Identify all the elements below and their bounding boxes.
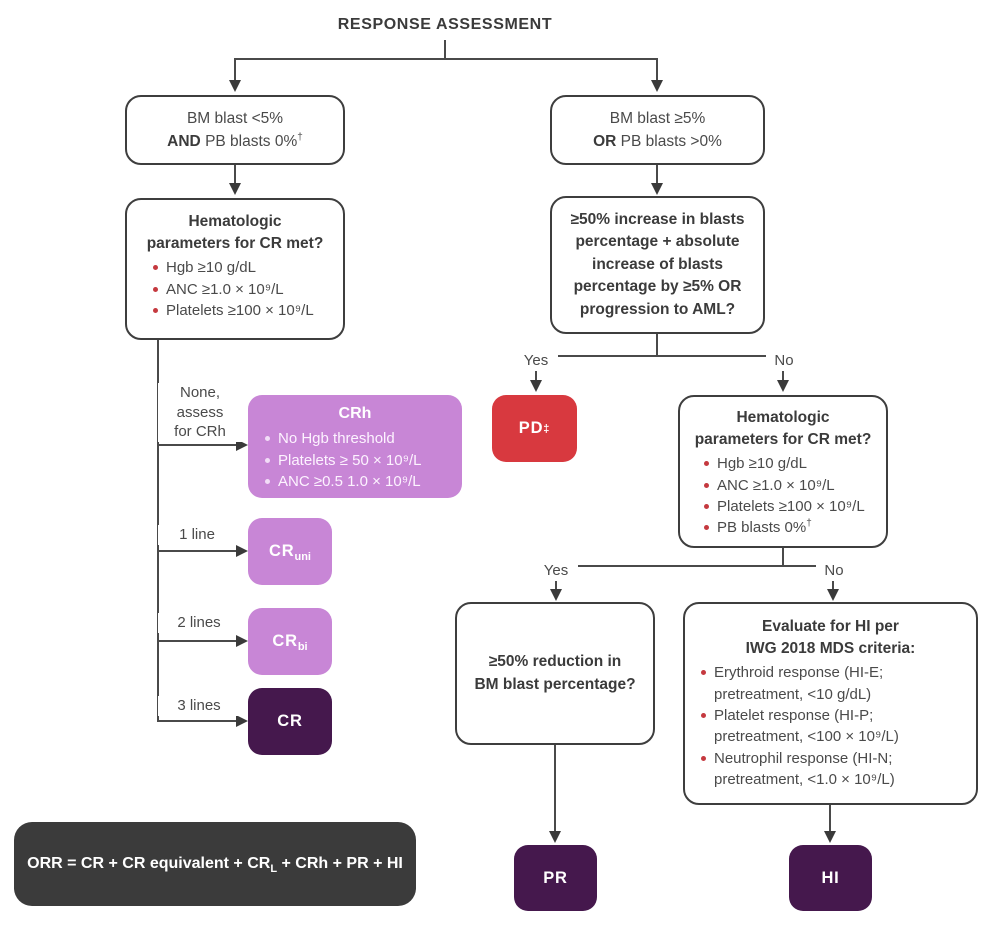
bullet-text: ANC ≥1.0 × 10⁹/L	[717, 476, 835, 494]
chip-text: CR	[277, 712, 303, 730]
title-line2: parameters for CR met?	[694, 430, 872, 448]
bullet-item	[153, 279, 329, 300]
node-crh	[248, 395, 462, 498]
connector-top-right-drop	[656, 58, 658, 81]
bullet-item	[704, 453, 876, 474]
bullet-item	[153, 257, 329, 278]
line1: ≥50% reduction in	[488, 653, 622, 671]
bullet-text	[717, 517, 812, 538]
line1: BM blast <5%	[186, 109, 284, 127]
bullet-dot	[153, 287, 158, 292]
orr-part1: ORR = CR + CR equivalent + CR	[27, 855, 271, 872]
bullet-item	[701, 705, 962, 748]
connector-progression-stem	[656, 334, 658, 355]
edge-label-2-lines: 2 lines	[158, 613, 240, 633]
bullet-item	[153, 300, 329, 321]
orr-subscript-l: L	[270, 863, 278, 875]
bullet-item	[265, 471, 448, 492]
bullet-item	[701, 748, 962, 791]
node-cr-bi	[248, 608, 332, 675]
orr-text	[27, 855, 403, 873]
title-line2: parameters for CR met?	[146, 234, 324, 252]
node-progression-question	[550, 196, 765, 334]
connector-branch-1line	[157, 550, 237, 552]
node-text: ≥50% increase in blasts percentage + absolute increase of blasts percentage by ≥5% OR progression to AML?	[570, 210, 745, 318]
node-reduction-question	[455, 602, 655, 745]
bullet-dot	[704, 461, 709, 466]
bullet-text: No Hgb threshold	[278, 430, 395, 448]
bullet-item	[701, 662, 962, 705]
bullet-dot	[704, 483, 709, 488]
bullet-item	[265, 450, 448, 471]
arrowhead-top-left	[229, 80, 241, 92]
bullet-list	[262, 428, 448, 492]
bullet-text: Platelets ≥100 × 10⁹/L	[166, 301, 314, 319]
bullet-text: Erythroid response (HI-E; pretreatment, <10 g/dL)	[714, 664, 884, 703]
connector-split2	[556, 565, 833, 567]
bullet-dot	[701, 756, 706, 761]
connector-branch-2lines	[157, 640, 237, 642]
arrowhead-right-entry	[651, 183, 663, 195]
chip-subscript: bi	[297, 640, 308, 653]
dagger-sup: †	[297, 131, 303, 143]
bullet-dot	[704, 525, 709, 530]
chip-text: PD	[518, 419, 544, 437]
connector-branch-crh	[157, 444, 237, 446]
orr-part2: + CRh + PR + HI	[277, 855, 403, 872]
bullet-dot	[153, 308, 158, 313]
label-line: None,	[179, 384, 221, 401]
node-right-cr-check	[678, 395, 888, 548]
line2: BM blast percentage?	[474, 675, 636, 693]
line1: BM blast ≥5%	[609, 109, 706, 127]
connector-split1	[536, 355, 783, 357]
title-line1: Evaluate for HI per	[762, 618, 899, 635]
bullet-dot	[701, 713, 706, 718]
node-text	[593, 107, 722, 154]
double-dagger-sup: ‡	[543, 422, 551, 435]
node-cr	[248, 688, 332, 755]
node-left-cr-check	[125, 198, 345, 340]
bullet-text: ANC ≥0.5 1.0 × 10⁹/L	[278, 472, 421, 490]
arrowhead-left-entry	[229, 183, 241, 195]
node-hi	[789, 845, 872, 911]
node-cr-uni	[248, 518, 332, 585]
chip-text: HI	[821, 868, 840, 887]
bullet-dot	[701, 670, 706, 675]
arrowhead-pr	[549, 831, 561, 843]
edge-label-no2: No	[816, 561, 852, 581]
bullet-item	[704, 517, 876, 538]
arrowhead-yes2	[550, 589, 562, 601]
node-pd	[492, 395, 577, 462]
bullet-text: Platelets ≥100 × 10⁹/L	[717, 497, 865, 515]
node-text	[167, 107, 303, 154]
bullet-text-main: PB blasts 0%	[717, 519, 807, 537]
bullet-dot	[265, 479, 270, 484]
connector-top-split	[234, 58, 658, 60]
bullet-text: ANC ≥1.0 × 10⁹/L	[166, 280, 284, 298]
bullet-text: Platelet response (HI-P; pretreatment, <100 × 10⁹/L)	[714, 706, 899, 746]
title-line1: Hematologic	[736, 409, 830, 426]
arrowhead-yes1	[530, 380, 542, 392]
connector-branch-3lines	[157, 720, 237, 722]
connector-right-entry-down	[656, 165, 658, 184]
connector-hieval-to-hi	[829, 805, 831, 832]
chip-subscript: uni	[294, 550, 311, 563]
edge-label-no1: No	[766, 351, 802, 371]
bullet-text: Hgb ≥10 g/dL	[166, 259, 256, 277]
connector-rightcheck-stem	[782, 548, 784, 565]
chip-text: CR	[269, 542, 295, 560]
node-title	[746, 616, 916, 659]
bullet-dot	[704, 504, 709, 509]
arrowhead-no2	[827, 589, 839, 601]
node-title	[695, 407, 872, 450]
title-line2: IWG 2018 MDS criteria:	[745, 639, 916, 657]
line2: PB blasts 0%	[200, 133, 298, 151]
edge-label-yes2: Yes	[534, 561, 578, 581]
connector-title-stem	[444, 40, 446, 58]
dagger-sup: †	[806, 518, 812, 530]
arrowhead-branch-3lines	[236, 715, 248, 727]
label-line: assess	[176, 403, 224, 421]
arrowhead-branch-2lines	[236, 635, 248, 647]
bullet-text: Platelets ≥ 50 × 10⁹/L	[278, 451, 422, 469]
edge-label-none-assess-crh	[158, 383, 242, 442]
bullet-list	[690, 453, 876, 538]
bullet-item	[265, 428, 448, 449]
node-title: CRh	[338, 405, 372, 422]
title-line1: Hematologic	[188, 213, 282, 230]
arrowhead-branch-1line	[236, 545, 248, 557]
chip-text: PR	[543, 868, 568, 887]
bold-or: OR	[593, 133, 617, 150]
bullet-item	[704, 496, 876, 517]
bullet-text: Hgb ≥10 g/dL	[717, 455, 807, 473]
connector-reduction-to-pr	[554, 745, 556, 832]
bullet-list	[141, 257, 329, 321]
node-bm-blast-ge5	[550, 95, 765, 165]
edge-label-yes1: Yes	[514, 351, 558, 371]
edge-label-3-lines: 3 lines	[158, 696, 240, 716]
bullet-dot	[265, 436, 270, 441]
line2: PB blasts >0%	[616, 133, 722, 150]
label-line: for CRh	[174, 423, 226, 440]
node-bm-blast-lt5	[125, 95, 345, 165]
connector-top-left-drop	[234, 58, 236, 81]
bold-and: AND	[167, 133, 201, 151]
bullet-dot	[265, 458, 270, 463]
bullet-list	[699, 662, 962, 790]
edge-label-1-line: 1 line	[158, 525, 236, 545]
node-text	[474, 651, 635, 696]
node-hi-eval	[683, 602, 978, 805]
bullet-text: Neutrophil response (HI-N; pretreatment, <1.0 × 10⁹/L)	[714, 749, 895, 788]
bullet-dot	[153, 265, 158, 270]
arrowhead-hi	[824, 831, 836, 843]
arrowhead-top-right	[651, 80, 663, 92]
node-pr	[514, 845, 597, 911]
arrowhead-no1	[777, 380, 789, 392]
node-title	[147, 211, 324, 254]
bullet-item	[704, 475, 876, 496]
chip-text: CR	[272, 632, 298, 650]
orr-summary-box	[14, 822, 416, 906]
connector-left-entry-down	[234, 165, 236, 184]
page-title: RESPONSE ASSESSMENT	[337, 16, 553, 33]
